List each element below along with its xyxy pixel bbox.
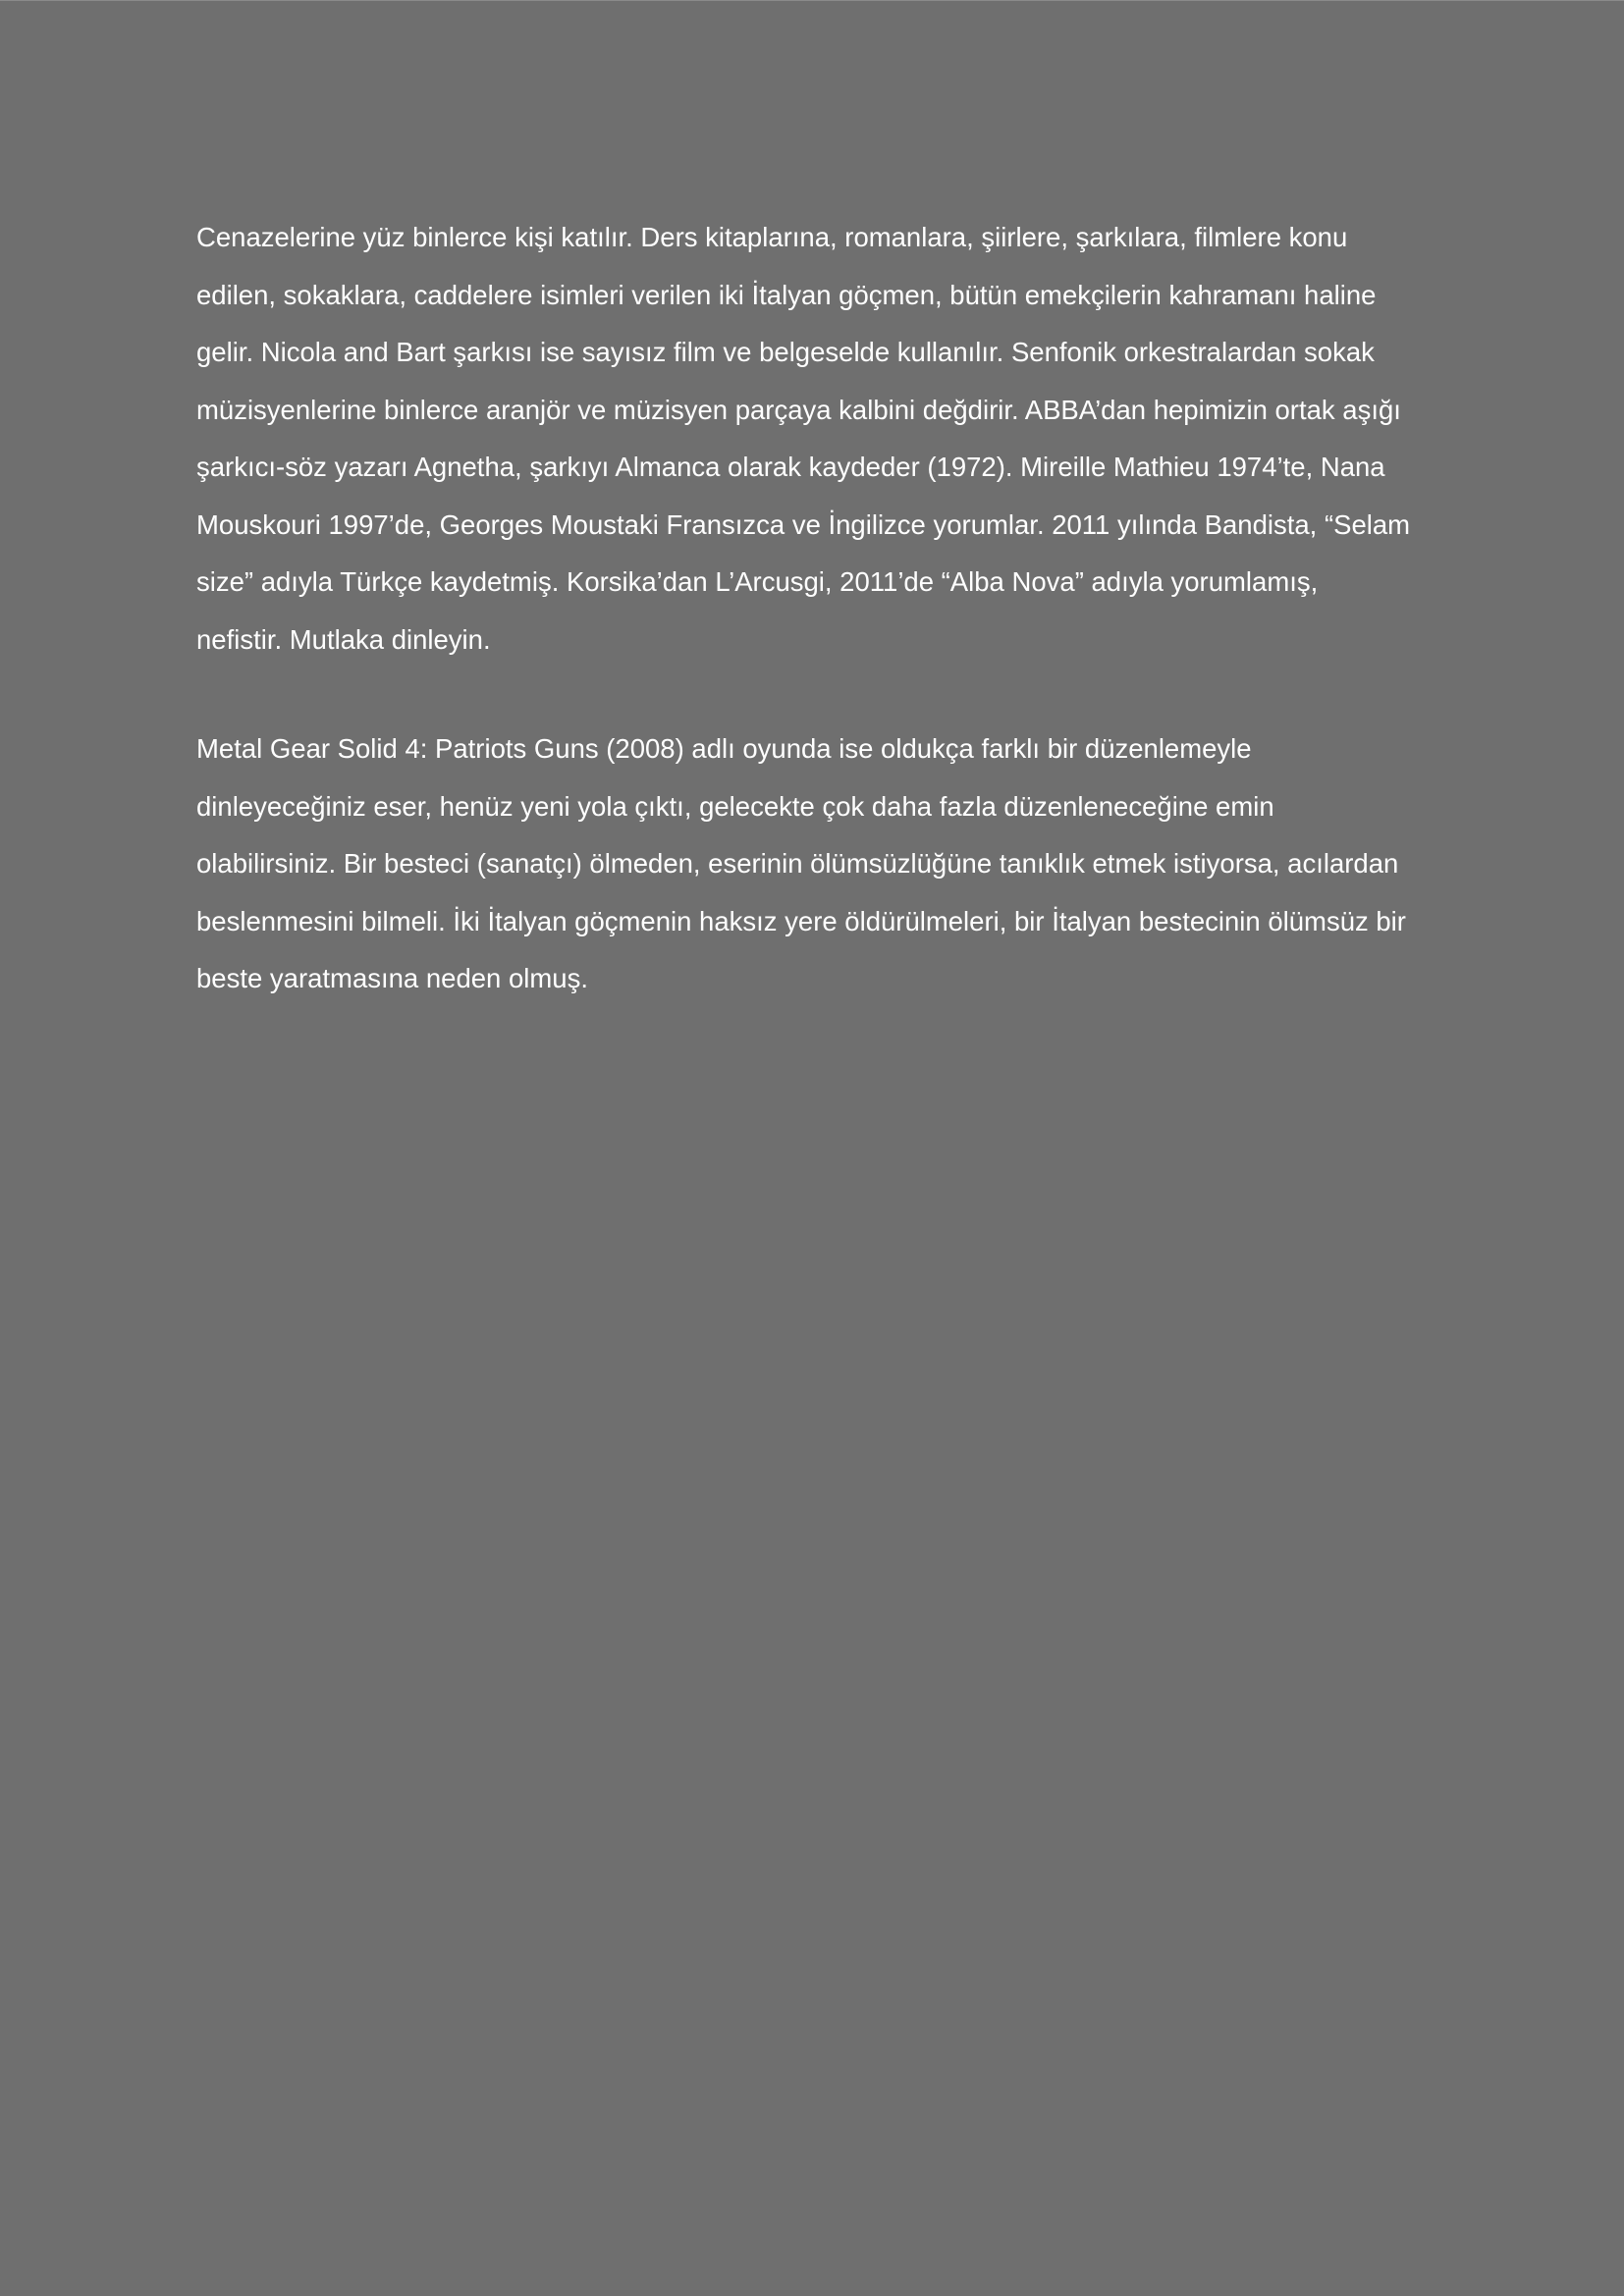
text-line: şarkıcı-söz yazarı Agnetha, şarkıyı Almanca olarak kaydeder (1972). Mireille Mathieu 1974’te, Nana — [196, 452, 1385, 482]
text-line: edilen, sokaklara, caddelere isimleri verilen iki İtalyan göçmen, bütün emekçilerin kahramanı haline — [196, 279, 1377, 310]
text-line: size” adıyla Türkçe kaydetmiş. Korsika’dan L’Arcusgi, 2011’de “Alba Nova” adıyla yorumlamış, — [196, 566, 1319, 597]
page-top-edge — [0, 0, 1624, 1]
text-line: beslenmesini bilmeli. İki İtalyan göçmenin haksız yere öldürülmeleri, bir İtalyan bestecinin ölümsüz bir — [196, 905, 1406, 936]
text-line: Mouskouri 1997’de, Georges Moustaki Fransızca ve İngilizce yorumlar. 2011 yılında Bandista, “Selam — [196, 508, 1411, 540]
document-body — [196, 209, 1434, 1008]
paragraph-1 — [196, 209, 1434, 668]
text-line: Cenazelerine yüz binlerce kişi katılır. Ders kitaplarına, romanlara, şiirlere, şarkılara, filmlere konu — [196, 222, 1348, 252]
text-line: olabilirsiniz. Bir besteci (sanatçı) ölmeden, eserinin ölümsüzlüğüne tanıklık etmek istiyorsa, acılardan — [196, 848, 1399, 879]
text-line: dinleyeceğiniz eser, henüz yeni yola çıktı, gelecekte çok daha fazla düzenleneceğine emin — [196, 790, 1274, 822]
paragraph-2 — [196, 721, 1434, 1008]
text-line: beste yaratmasına neden olmuş. — [196, 963, 588, 993]
text-line: gelir. Nicola and Bart şarkısı ise sayısız film ve belgeselde kullanılır. Senfonik orkestralardan sokak — [196, 337, 1375, 367]
text-line: Metal Gear Solid 4: Patriots Guns (2008) adlı oyunda ise oldukça farklı bir düzenlemeyle — [196, 733, 1252, 764]
text-line: müzisyenlerine binlerce aranjör ve müzisyen parçaya kalbini değdirir. ABBA’dan hepimizin ortak aşığı — [196, 394, 1401, 425]
text-line: nefistir. Mutlaka dinleyin. — [196, 623, 491, 655]
